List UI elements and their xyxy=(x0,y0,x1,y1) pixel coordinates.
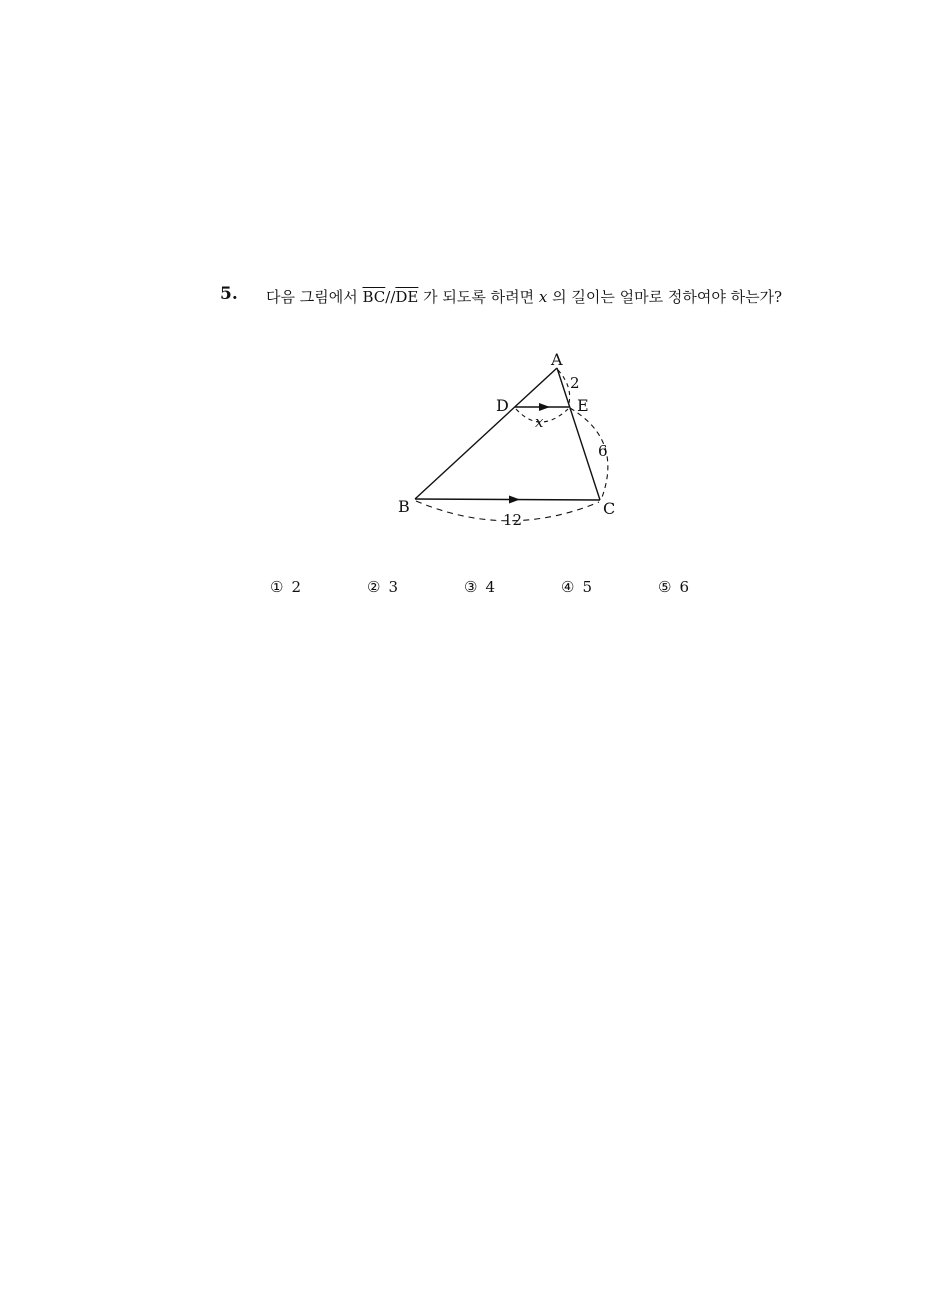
question-number: 5. xyxy=(220,284,238,304)
label-length-ec: 6 xyxy=(598,442,608,460)
choice-2[interactable] xyxy=(367,578,398,596)
choice-mark: ② xyxy=(367,578,381,596)
segment-bc: $\overline{BC}$ xyxy=(362,288,386,306)
answer-choices xyxy=(0,578,926,602)
question-text-before: 다음 그림에서 xyxy=(266,288,363,306)
side-bc xyxy=(415,499,600,500)
label-point-c: C xyxy=(603,499,616,518)
arrow-de-icon xyxy=(539,403,550,411)
arrow-bc-icon xyxy=(509,496,520,504)
variable-x: x xyxy=(538,288,548,306)
side-ab xyxy=(415,368,557,499)
choice-5[interactable] xyxy=(658,578,689,596)
choice-1[interactable] xyxy=(270,578,301,596)
choice-3[interactable] xyxy=(464,578,495,596)
choice-mark: ① xyxy=(270,578,284,596)
choice-value: 6 xyxy=(679,578,689,596)
parallel-symbol: // xyxy=(385,288,396,306)
choice-value: 4 xyxy=(485,578,495,596)
label-point-e: E xyxy=(577,396,589,415)
choice-value: 3 xyxy=(388,578,398,596)
question-text-mid: 가 되도록 하려면 xyxy=(418,288,539,306)
choice-mark: ④ xyxy=(561,578,575,596)
label-point-d: D xyxy=(496,396,509,415)
label-point-b: B xyxy=(398,497,410,516)
choice-value: 5 xyxy=(582,578,592,596)
choice-mark: ⑤ xyxy=(658,578,672,596)
choice-value: 2 xyxy=(291,578,301,596)
label-length-ae: 2 xyxy=(570,374,580,392)
choice-mark: ③ xyxy=(464,578,478,596)
segment-de: $\overline{DE}$ xyxy=(395,288,419,306)
question-text-after: 의 길이는 얼마로 정하여야 하는가? xyxy=(547,288,783,306)
label-length-de: x xyxy=(535,413,544,431)
choice-4[interactable] xyxy=(561,578,592,596)
label-point-a: A xyxy=(551,350,563,369)
label-length-bc: 12 xyxy=(503,511,523,529)
